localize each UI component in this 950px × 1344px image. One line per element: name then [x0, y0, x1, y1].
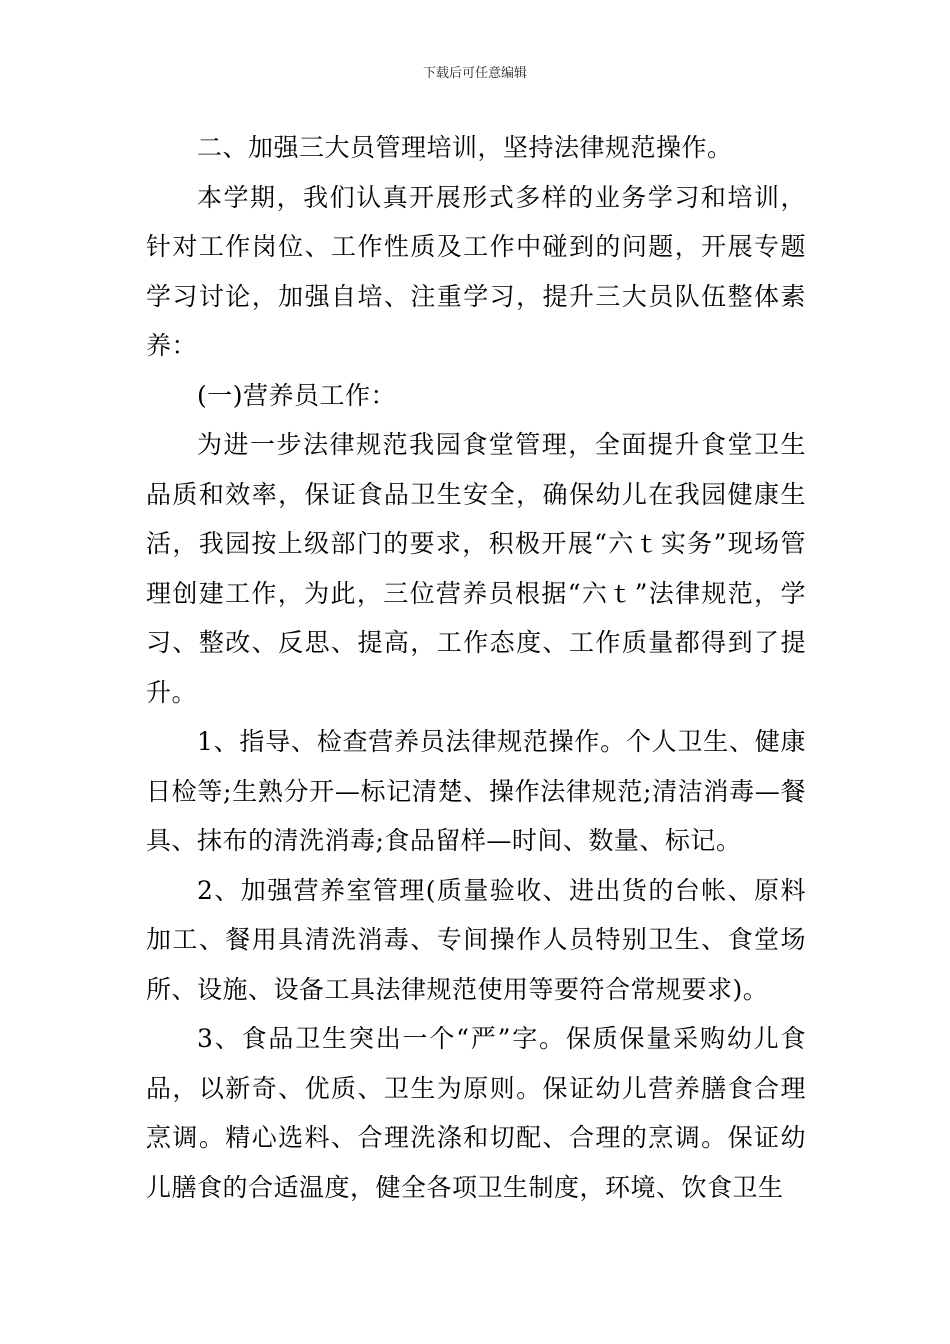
page-header: 下载后可任意编辑 [422, 66, 527, 81]
section-heading: 二、加强三大员管理培训，坚持法律规范操作。 [197, 133, 733, 162]
body-paragraph: 为进一步法律规范我园食堂管理，全面提升食堂卫生品质和效率，保证食品卫生安全，确保幼儿在我园健康生活，我园按上级部门的要求，积极开展“六ｔ实务”现场管理创建工作，为此，三位营养员根据“六ｔ”法律规范，学习、整改、反思、提高，工作态度、工作质量都得到了提升。 [146, 430, 806, 707]
body-paragraph: 本学期，我们认真开展形式多样的业务学习和培训，针对工作岗位、工作性质及工作中碰到的问题，开展专题学习讨论，加强自培、注重学习，提升三大员队伍整体素养： [146, 182, 806, 360]
document-body [146, 123, 806, 1212]
list-item: 3、食品卫生突出一个“严”字。保质保量采购幼儿食品，以新奇、优质、卫生为原则。保证幼儿营养膳食合理烹调。精心选料、合理洗涤和切配、合理的烹调。保证幼儿膳食的合适温度，健全各项卫生制度，环境、饮食卫生 [146, 1024, 806, 1202]
subsection-heading: (一)营养员工作： [197, 380, 397, 410]
list-item: 2、加强营养室管理(质量验收、进出货的台帐、原料加工、餐用具清洗消毒、专间操作人员特别卫生、食堂场所、设施、设备工具法律规范使用等要符合常规要求)。 [146, 875, 806, 1004]
list-item: 1、指导、检查营养员法律规范操作。个人卫生、健康日检等;生熟分开—标记清楚、操作法律规范;清洁消毒—餐具、抹布的清洗消毒;食品留样—时间、数量、标记。 [146, 727, 806, 855]
